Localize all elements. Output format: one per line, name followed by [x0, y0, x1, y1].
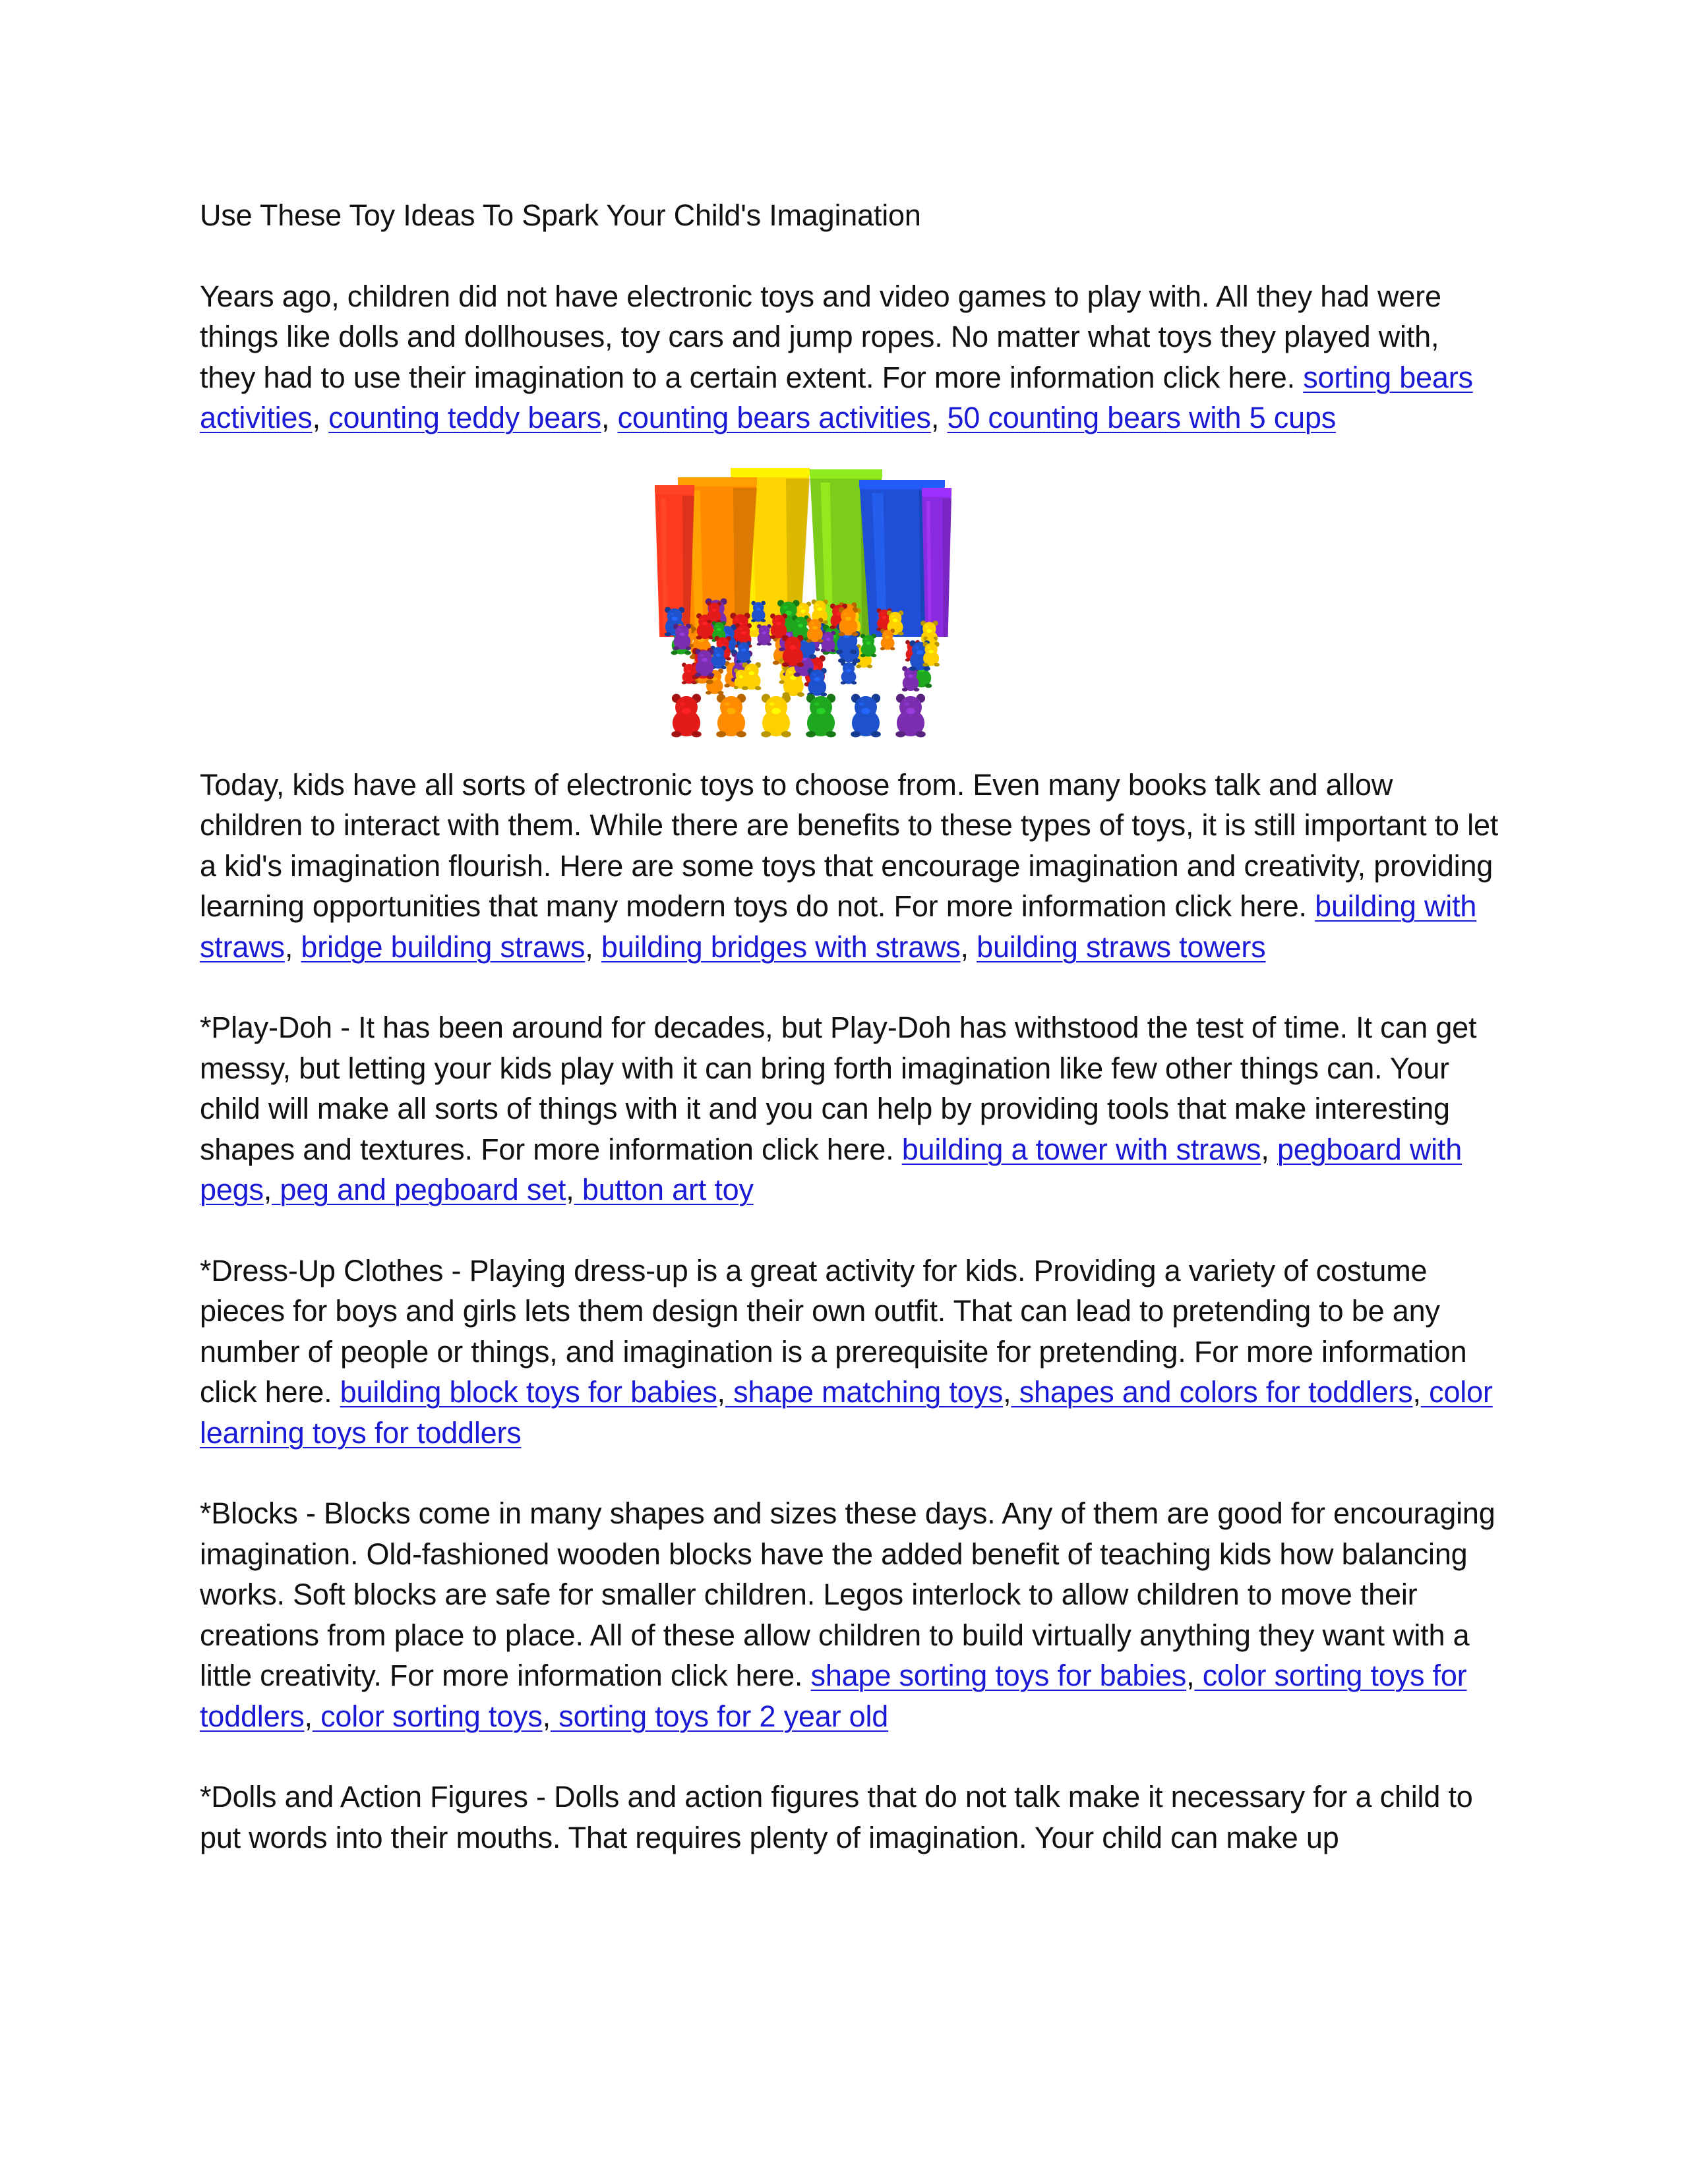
link-building-bridges-with-straws[interactable]: building bridges with straws: [601, 930, 961, 964]
bear-row: [671, 694, 926, 737]
paragraph-blocks: *Blocks - Blocks come in many shapes and sizes these days. Any of them are good for encouraging imagination. Old-fashioned wooden blocks have the added benefit of teaching kids how balancing works. Soft blocks are safe for smaller children. Legos interlock to allow children to move their creations from place to place. All of these allow children to build virtually anything they want with a little creativity. For more information click here. shape sorting toys for babies, color sorting toys for toddlers, color sorting toys, sorting toys for 2 year old: [200, 1496, 1495, 1733]
bear-counter: [671, 694, 702, 737]
document-body: [200, 195, 1502, 1898]
link-counting-teddy-bears[interactable]: counting teddy bears: [328, 401, 601, 434]
link-shapes-and-colors-for-toddlers[interactable]: shapes and colors for toddlers: [1011, 1375, 1413, 1409]
bear-counter: [782, 635, 804, 667]
bear-counter: [707, 601, 722, 623]
bear-counter: [880, 628, 895, 650]
link-color-learning-toys-for-toddlers[interactable]: color learning toys for toddlers: [200, 1375, 1493, 1450]
paragraph-dolls: *Dolls and Action Figures - Dolls and action figures that do not talk make it necessary for a child to put words into their mouths. That requires plenty of imagination. Your child can make up: [200, 1780, 1473, 1854]
link-building-block-toys-for-babies[interactable]: building block toys for babies: [340, 1375, 717, 1409]
link-shape-matching-toys[interactable]: shape matching toys: [725, 1375, 1004, 1409]
bear-counter: [806, 694, 836, 737]
bear-counter: [751, 601, 766, 622]
link-color-sorting-toys-for-toddlers[interactable]: color sorting toys for toddlers: [200, 1659, 1467, 1733]
paragraph-intro: Years ago, children did not have electronic toys and video games to play with. All they had were things like dolls and dollhouses, toy cars and jump ropes. No matter what toys they played with, they had to use their imagination to a certain extent. For more information click here. sorting bears activities, counting teddy bears, counting bears activities, 50 counting bears with 5 cups: [200, 279, 1473, 434]
link-50-counting-bears[interactable]: 50 counting bears with 5 cups: [947, 401, 1337, 434]
paragraph-today: Today, kids have all sorts of electronic toys to choose from. Even many books talk and allow children to interact with them. While there are benefits to these types of toys, it is still important to let a kid's imagination flourish. Here are some toys that encourage imagination and creativity, providing learning opportunities that many modern toys do not. For more information click here. building with straws, bridge building straws, building bridges with straws, building straws towers: [200, 767, 1499, 964]
bear-counter: [742, 662, 761, 690]
counting-bears-illustration: [655, 465, 951, 762]
link-sorting-bears-activities[interactable]: sorting bears activities: [200, 360, 1473, 434]
bear-counter: [757, 624, 772, 645]
bear-counter: [695, 649, 714, 676]
document-title: Use These Toy Ideas To Spark Your Child's Imagination: [200, 198, 921, 232]
bear-counter: [716, 694, 746, 737]
link-color-sorting-toys[interactable]: color sorting toys: [312, 1699, 543, 1733]
bear-counter: [761, 694, 791, 737]
bear-counter: [838, 606, 859, 635]
bear-counter: [736, 641, 751, 663]
bear-counter: [806, 618, 824, 643]
counting-bears-with-cups-image: [655, 465, 951, 762]
bear-counter: [807, 668, 827, 696]
link-peg-and-pegboard-set[interactable]: peg and pegboard set: [272, 1173, 566, 1206]
bear-counter: [851, 694, 881, 737]
link-sorting-toys-for-2-year-old[interactable]: sorting toys for 2 year old: [550, 1699, 889, 1733]
link-shape-sorting-toys-for-babies[interactable]: shape sorting toys for babies: [810, 1659, 1187, 1692]
bear-counter: [770, 613, 788, 639]
link-bridge-building-straws[interactable]: bridge building straws: [301, 930, 586, 964]
cup: [922, 488, 951, 637]
link-building-with-straws[interactable]: building with straws: [200, 889, 1477, 964]
paragraph-dress-up: *Dress-Up Clothes - Playing dress-up is a great activity for kids. Providing a variety of costume pieces for boys and girls lets them design their own outfit. That can lead to pretending to be any number of people or things, and imagination is a prerequisite for pretending. For more information click here. building block toys for babies, shape matching toys, shapes and colors for toddlers, color learning toys for toddlers: [200, 1253, 1493, 1450]
link-pegboard-with-pegs[interactable]: pegboard with pegs: [200, 1132, 1462, 1206]
link-button-art-toy[interactable]: button art toy: [574, 1173, 754, 1206]
bear-counter: [860, 634, 877, 657]
paragraph-play-doh: *Play-Doh - It has been around for decades, but Play-Doh has withstood the test of time. It can get messy, but letting your kids play with it can bring forth imagination like few other things can. Your child will make all sorts of things with it and you can help by providing tools that make interesting shapes and textures. For more information click here. building a tower with straws, pegboard with pegs, peg and pegboard set, button art toy: [200, 1011, 1477, 1206]
bear-counter: [841, 661, 857, 684]
link-building-straws-towers[interactable]: building straws towers: [977, 930, 1266, 964]
bear-counter: [922, 641, 940, 666]
bear-counter: [673, 624, 692, 650]
link-building-a-tower-with-straws[interactable]: building a tower with straws: [901, 1132, 1261, 1166]
link-counting-bears-activities[interactable]: counting bears activities: [617, 401, 931, 434]
bear-counter: [895, 694, 926, 737]
